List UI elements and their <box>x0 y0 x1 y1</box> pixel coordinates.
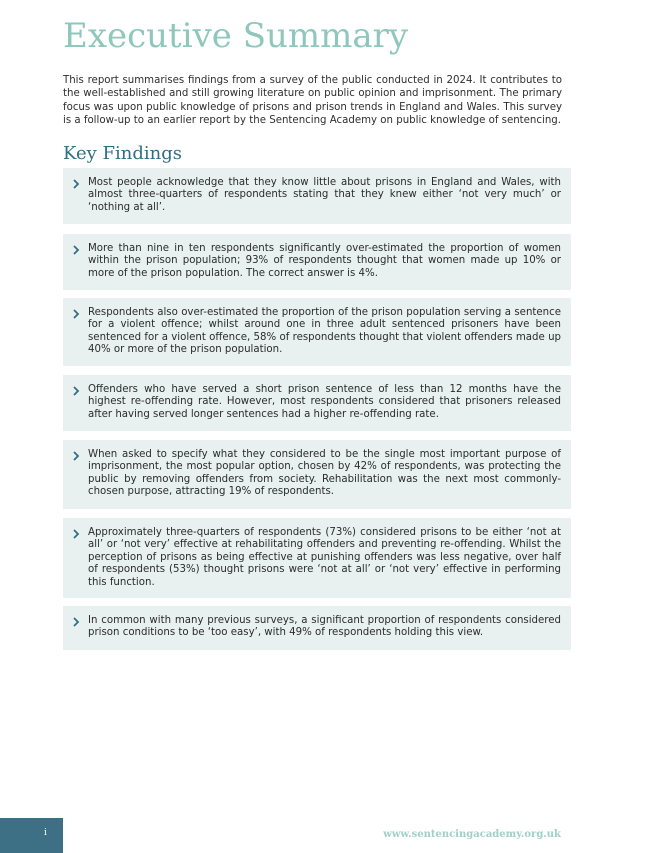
finding-item <box>63 298 571 366</box>
chevron-right-icon <box>72 386 80 396</box>
chevron-right-icon <box>72 529 80 539</box>
chevron-right-icon <box>72 451 80 461</box>
finding-item <box>63 606 571 650</box>
finding-text: Approximately three-quarters of respondents (73%) considered prisons to be either ‘not at all’ or ‘not very’ effective at rehabilitating offenders and preventing re-offending. Whilst the perception of prisons as being effective at punishing offenders was less negative, over half of respondents (53%) thought prisons were ‘not at all’ or ‘not very’ effective in performing this function. <box>88 527 561 588</box>
chevron-right-icon <box>72 245 80 255</box>
finding-text: When asked to specify what they considered to be the single most important purpose of imprisonment, the most popular option, chosen by 42% of respondents, was protecting the public by removing offenders from society. Rehabilitation was the next most commonly-chosen purpose, attracting 19% of respondents. <box>88 449 561 498</box>
finding-item <box>63 234 571 290</box>
finding-item <box>63 168 571 224</box>
chevron-right-icon <box>72 617 80 627</box>
footer-bar <box>0 818 63 853</box>
finding-item <box>63 518 571 598</box>
intro-paragraph: This report summarises findings from a survey of the public conducted in 2024. It contributes to the well-established and still growing literature on public opinion and imprisonment. The primary focus was upon public knowledge of prisons and prison trends in England and Wales. This survey is a follow-up to an earlier report by the Sentencing Academy on public knowledge of sentencing. <box>63 75 562 127</box>
section-heading-key-findings: Key Findings <box>63 143 182 164</box>
finding-text: More than nine in ten respondents significantly over-estimated the proportion of women within the prison population; 93% of respondents thought that women made up 10% or more of the prison population. The correct answer is 4%. <box>88 243 561 279</box>
finding-item <box>63 375 571 431</box>
page-number: i <box>44 828 47 838</box>
finding-text: In common with many previous surveys, a significant proportion of respondents considered prison conditions to be ‘too easy’, with 49% of respondents holding this view. <box>88 615 561 639</box>
finding-text: Most people acknowledge that they know little about prisons in England and Wales, with almost three-quarters of respondents stating that they knew either ‘not very much’ or ‘nothing at all’. <box>88 177 561 213</box>
page-title: Executive Summary <box>63 16 409 56</box>
finding-text: Respondents also over-estimated the proportion of the prison population serving a sentence for a violent offence; whilst around one in three adult sentenced prisoners have been sentenced for a violent offence, 58% of respondents thought that violent offenders made up 40% or more of the prison population. <box>88 307 561 356</box>
footer-url: www.sentencingacademy.org.uk <box>383 829 561 840</box>
finding-item <box>63 440 571 509</box>
finding-text: Offenders who have served a short prison sentence of less than 12 months have the highest re-offending rate. However, most respondents considered that prisoners released after having served longer sentences had a higher re-offending rate. <box>88 384 561 420</box>
chevron-right-icon <box>72 309 80 319</box>
chevron-right-icon <box>72 179 80 189</box>
